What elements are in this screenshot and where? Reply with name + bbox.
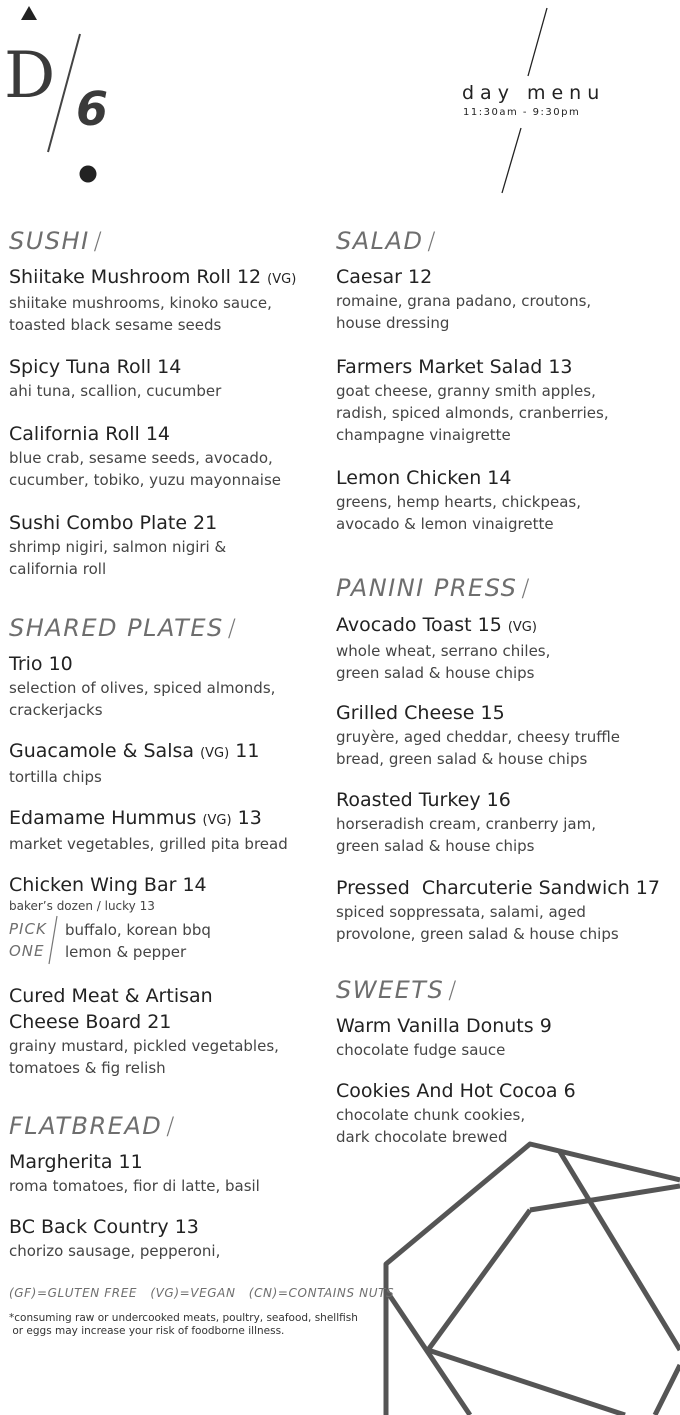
- wing-option: buffalo, korean bbq: [65, 921, 211, 939]
- section-title-sushi: SUSHI /: [9, 227, 104, 255]
- menu-item: Shiitake Mushroom Roll 12 (VG) shiitake mushrooms, kinoko sauce, toasted black sesame seeds: [9, 266, 297, 334]
- logo-letter: D: [4, 39, 56, 113]
- menu-item: Trio 10 selection of olives, spiced almonds, crackerjacks: [9, 653, 276, 719]
- menu-item: Lemon Chicken 14 greens, hemp hearts, chickpeas, avocado & lemon vinaigrette: [336, 467, 582, 533]
- menu-item: Cookies And Hot Cocoa 6 chocolate chunk cookies, dark chocolate brewed: [336, 1080, 576, 1146]
- menu-item: BC Back Country 13 chorizo sausage, pepperoni,: [9, 1216, 221, 1260]
- menu-item-wing-bar: Chicken Wing Bar 14 baker’s dozen / lucky 13: [9, 874, 207, 913]
- menu-item: Spicy Tuna Roll 14 ahi tuna, scallion, cucumber: [9, 356, 222, 400]
- section-title-shared-plates: SHARED PLATES /: [9, 614, 238, 642]
- menu-item: Warm Vanilla Donuts 9 chocolate fudge sauce: [336, 1015, 552, 1059]
- menu-item: Pressed Charcuterie Sandwich 17 spiced soppressata, salami, aged provolone, green salad & house chips: [336, 877, 660, 943]
- pick-divider: [46, 914, 60, 966]
- menu-item: Caesar 12 romaine, grana padano, croutons, house dressing: [336, 266, 592, 332]
- menu-item: Margherita 11 roma tomatoes, fior di latte, basil: [9, 1151, 260, 1195]
- food-safety-disclaimer: *consuming raw or undercooked meats, poultry, seafood, shellfish or eggs may increase your risk of foodborne illness.: [9, 1312, 358, 1337]
- section-title-salad: SALAD /: [336, 227, 438, 255]
- section-title-sweets: SWEETS /: [336, 976, 458, 1004]
- dietary-legend: (GF)=GLUTEN FREE (VG)=VEGAN (CN)=CONTAINS NUTS: [9, 1286, 395, 1300]
- menu-item: Farmers Market Salad 13 goat cheese, granny smith apples, radish, spiced almonds, cranberries, champagne vinaigrette: [336, 356, 609, 444]
- menu-item: Sushi Combo Plate 21 shrimp nigiri, salmon nigiri & california roll: [9, 512, 227, 578]
- geometric-decoration: [380, 1140, 680, 1415]
- menu-item: Grilled Cheese 15 gruyère, aged cheddar, cheesy truffle bread, green salad & house chips: [336, 702, 621, 768]
- menu-item: Roasted Turkey 16 horseradish cream, cranberry jam, green salad & house chips: [336, 789, 597, 855]
- menu-hours: 11:30am - 9:30pm: [463, 107, 581, 118]
- menu-item: California Roll 14 blue crab, sesame seeds, avocado, cucumber, tobiko, yuzu mayonnaise: [9, 423, 281, 489]
- menu-item: Cured Meat & Artisan Cheese Board 21 grainy mustard, pickled vegetables, tomatoes & fig relish: [9, 985, 279, 1077]
- menu-item: Edamame Hummus (VG) 13 market vegetables, grilled pita bread: [9, 807, 288, 853]
- section-title-panini-press: PANINI PRESS /: [336, 574, 531, 602]
- wing-option: lemon & pepper: [65, 943, 187, 961]
- menu-item: Guacamole & Salsa (VG) 11 tortilla chips: [9, 740, 260, 786]
- logo-number: 6: [76, 82, 109, 136]
- menu-title: day menu: [462, 82, 606, 104]
- section-title-flatbread: FLATBREAD /: [9, 1112, 176, 1140]
- pick-label: PICK: [9, 920, 47, 938]
- triangle-icon: [21, 6, 37, 20]
- one-label: ONE: [9, 942, 45, 960]
- menu-item: Avocado Toast 15 (VG) whole wheat, serrano chiles, green salad & house chips: [336, 614, 551, 682]
- dot-icon: [80, 166, 97, 183]
